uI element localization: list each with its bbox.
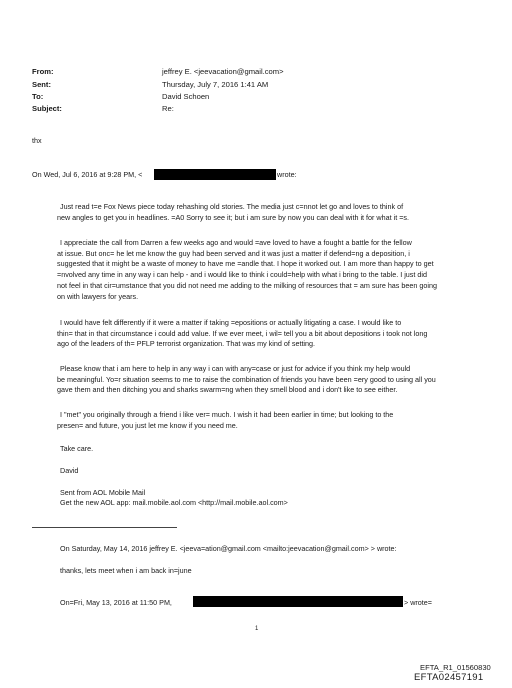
paragraph-line: presen= and future, you just let me know if you need me.	[57, 420, 238, 430]
paragraph-3	[57, 318, 490, 350]
sent-value: Thursday, July 7, 2016 1:41 AM	[162, 80, 269, 89]
quote3-intro-before: On=Fri, May 13, 2016 at 11:50 PM,	[60, 598, 172, 607]
reply-text: thx	[32, 136, 42, 145]
paragraph-line: Just read t=e Fox News piece today rehashing old stories. The media just c=nnot let go and loves to think of	[60, 202, 404, 211]
paragraph-line: ago of the leaders of th= PFLP terrorist organization. That was my kind of setting.	[57, 339, 316, 349]
from-value: jeffrey E. <jeevacation@gmail.com>	[162, 67, 284, 76]
paragraph-line: not feel in that cir=umstance that you did not need me adding to the milking of resources that = am sure has been going	[57, 280, 437, 290]
quote1-intro-after: wrote:	[277, 170, 297, 179]
redaction-bar	[193, 596, 403, 607]
paragraph-5	[57, 410, 490, 431]
paragraph-line: thin= that in that circumstance i could add value. If we ever meet, i wil= tell you a bit about depositions i took not long	[57, 328, 428, 338]
paragraph-line: gave them and then ditching you and sharks swarm=ng when they smell blood and i don't like to see either.	[57, 385, 398, 395]
paragraph-line: I would have felt differently if it were a matter if taking =epositions or actually litigating a case. I would like to	[60, 318, 402, 327]
paragraph-2	[57, 238, 490, 302]
paragraph-line: I "met" you originally through a friend i like ver= much. I wish it had been earlier in time; but looking to the	[60, 410, 394, 419]
separator-rule	[32, 527, 177, 528]
paragraph-line: be meaningful. Yo=r situation seems to me to raise the combination of friends you have been =ery good to using all you	[57, 374, 436, 384]
closing-take-care: Take care.	[60, 444, 94, 453]
quote2-text: thanks, lets meet when i am back in=june	[60, 566, 192, 575]
subject-value: Re:	[162, 104, 174, 113]
quote1-intro	[32, 170, 142, 181]
paragraph-1	[57, 202, 490, 223]
paragraph-line: at issue. But onc= he let me know the guy had been served and it was just a matter if defend=ng a deposition, i	[57, 248, 410, 258]
footer-code-2: EFTA02457191	[414, 672, 484, 683]
closing-get-app: Get the new AOL app: mail.mobile.aol.com <http://mail.mobile.aol.com>	[60, 498, 288, 507]
sent-label: Sent:	[32, 80, 51, 89]
redaction-bar	[154, 169, 276, 180]
paragraph-line: on with lawyers for years.	[57, 291, 139, 301]
subject-label: Subject:	[32, 104, 62, 113]
page-number: 1	[255, 626, 259, 632]
closing-sent-from: Sent from AOL Mobile Mail	[60, 488, 146, 497]
from-label: From:	[32, 67, 54, 76]
paragraph-line: new angles to get you in headlines. =A0 Sorry to see it; but i am sure by now you can deal with it for what it =s.	[57, 212, 409, 222]
quote3-intro-after: > wrote=	[404, 598, 432, 607]
to-label: To:	[32, 92, 44, 101]
quote1-intro-before: On Wed, Jul 6, 2016 at 9:28 PM, <	[32, 170, 143, 179]
to-value: David Schoen	[162, 92, 210, 101]
closing-name: David	[60, 466, 79, 475]
quote2-intro: On Saturday, May 14, 2016 jeffrey E. <jeeva=ation@gmail.com <mailto:jeevacation@gmail.com> > wrote:	[60, 544, 397, 553]
paragraph-line: suggested that it might be a waste of money to have me =andle that. I hope it worked out. I am more than happy to get	[57, 259, 434, 269]
paragraph-4	[57, 364, 490, 396]
paragraph-line: Please know that i am here to help in any way i can with any=case or just for advice if you think my help would	[60, 364, 411, 373]
paragraph-line: =nvolved any time in any way i can help - and i would like to think i could=help with what i bring to the table. I just did	[57, 270, 427, 280]
paragraph-line: I appreciate the call from Darren a few weeks ago and would =ave loved to have a fought a battle for the fellow	[60, 238, 412, 247]
footer-code-1: EFTA_R1_01560830	[420, 663, 491, 672]
